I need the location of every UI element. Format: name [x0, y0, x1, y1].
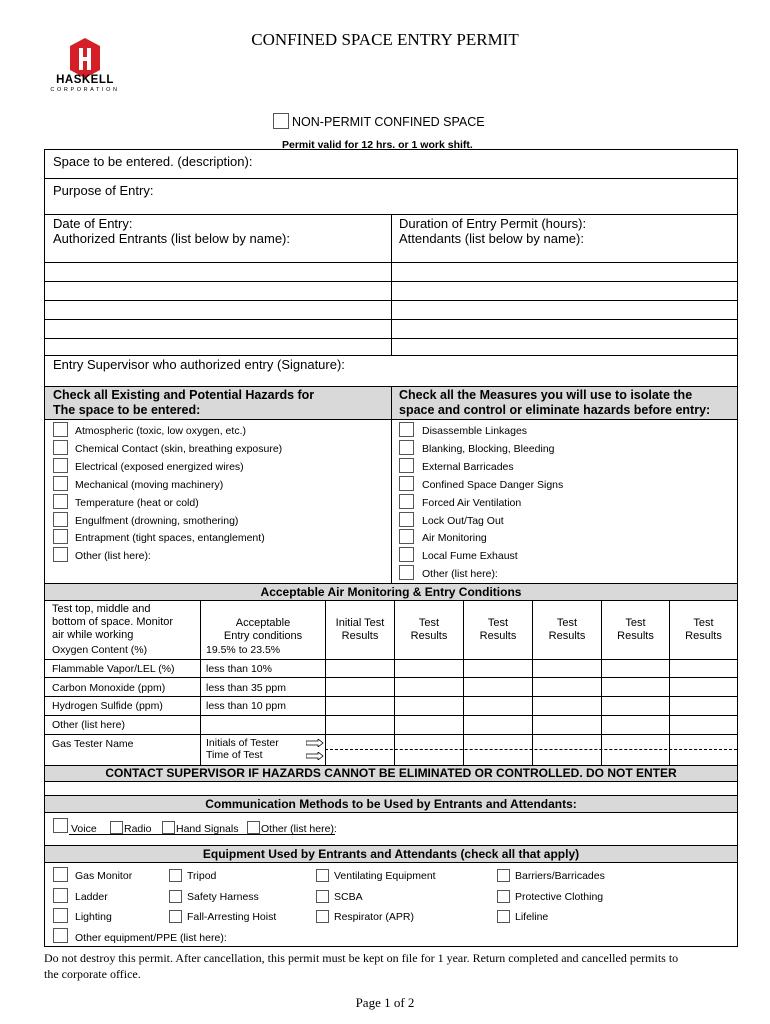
attendants-label: Attendants (list below by name): — [399, 231, 584, 246]
date-label: Date of Entry: — [53, 216, 133, 231]
air-cond-h2s: less than 10 ppm — [206, 700, 286, 712]
non-permit-label: NON-PERMIT CONFINED SPACE — [292, 115, 485, 129]
equip-checkbox-scba[interactable] — [316, 890, 329, 903]
non-permit-checkbox[interactable] — [273, 113, 289, 129]
air-cond-lel: less than 10% — [206, 663, 272, 675]
measure-checkbox-lockout[interactable] — [399, 512, 414, 527]
attendants-list[interactable] — [392, 263, 737, 355]
air-col-header-acceptable: Acceptable Entry conditions — [223, 617, 303, 642]
measure-checkbox-danger-signs[interactable] — [399, 476, 414, 491]
haskell-logo — [44, 36, 126, 96]
hazard-label: Temperature (heat or cold) — [75, 497, 199, 509]
hazard-checkbox-mechanical[interactable] — [53, 476, 68, 491]
hazard-label: Mechanical (moving machinery) — [75, 479, 224, 491]
air-cond-oxygen: 19.5% to 23.5% — [206, 644, 281, 656]
hazard-checkbox-other[interactable] — [53, 547, 68, 562]
equip-checkbox-protective-clothing[interactable] — [497, 890, 510, 903]
air-cond-co: less than 35 ppm — [206, 682, 286, 694]
equip-label: Ventilating Equipment — [334, 870, 436, 882]
hazard-checkbox-entrapment[interactable] — [53, 529, 68, 544]
page-number: Page 1 of 2 — [355, 995, 415, 1010]
tester-initials-time-labels: Initials of Tester Time of Test — [206, 737, 279, 761]
hazard-checkbox-chemical[interactable] — [53, 440, 68, 455]
measure-label: Confined Space Danger Signs — [422, 479, 564, 491]
equip-checkbox-safety-harness[interactable] — [169, 890, 182, 903]
hazard-label: Chemical Contact (skin, breathing exposure) — [75, 443, 283, 455]
measure-label: Lock Out/Tag Out — [422, 515, 504, 527]
equip-checkbox-ladder[interactable] — [53, 888, 68, 903]
air-row-oxygen: Oxygen Content (%) — [52, 644, 148, 656]
equip-label: Safety Harness — [187, 891, 259, 903]
air-col-header-test-3: Test Results — [548, 617, 586, 642]
hazard-label: Engulfment (drowning, smothering) — [75, 515, 239, 527]
warning-text: CONTACT SUPERVISOR IF HAZARDS CANNOT BE ELIMINATED OR CONTROLLED. DO NOT ENTER — [105, 766, 677, 780]
equipment-title: Equipment Used by Entrants and Attendants (check all that apply) — [202, 847, 580, 861]
air-col-header-test: Test top, middle and bottom of space. Monitor air while working — [52, 603, 174, 641]
equip-checkbox-lighting[interactable] — [53, 908, 68, 923]
measure-checkbox-linkages[interactable] — [399, 422, 414, 437]
measure-label: Other (list here): — [422, 568, 498, 580]
comm-label-voice: Voice — [71, 823, 97, 835]
arrow-right-icon — [306, 752, 324, 760]
duration-label: Duration of Entry Permit (hours): — [399, 216, 587, 231]
logo-name: HASKELL — [56, 74, 114, 86]
air-col-header-initial: Initial Test Results — [335, 617, 385, 642]
equip-checkbox-ventilating[interactable] — [316, 869, 329, 882]
equip-label: SCBA — [334, 891, 363, 903]
air-col-header-test-5: Test Results — [685, 617, 722, 642]
measure-label: Disassemble Linkages — [422, 425, 528, 437]
comm-checkbox-other[interactable] — [247, 821, 260, 834]
measure-checkbox-barricades[interactable] — [399, 458, 414, 473]
entrants-label: Authorized Entrants (list below by name): — [53, 231, 290, 246]
measures-header: Check all the Measures you will use to isolate the space and control or eliminate hazards before entry: — [399, 388, 711, 417]
page-title: CONFINED SPACE ENTRY PERMIT — [251, 30, 519, 49]
equip-checkbox-gas-monitor[interactable] — [53, 867, 68, 882]
hazard-label: Atmospheric (toxic, low oxygen, etc.) — [75, 425, 246, 437]
air-col-header-test-1: Test Results — [410, 617, 448, 642]
equip-label: Lifeline — [515, 911, 549, 923]
equip-label: Barriers/Barricades — [515, 870, 605, 882]
measure-checkbox-other[interactable] — [399, 565, 414, 580]
air-row-other: Other (list here) — [52, 719, 125, 731]
gas-tester-label: Gas Tester Name — [52, 738, 134, 750]
entrants-list[interactable] — [45, 263, 390, 355]
arrow-right-icon — [306, 739, 324, 747]
hazard-label: Entrapment (tight spaces, entanglement) — [75, 532, 265, 544]
communication-title: Communication Methods to be Used by Entrants and Attendants: — [205, 797, 577, 811]
air-col-header-test-2: Test Results — [479, 617, 517, 642]
permit-valid-note: Permit valid for 12 hrs. or 1 work shift. — [282, 139, 473, 151]
equip-label: Tripod — [187, 870, 217, 882]
equip-label-other: Other equipment/PPE (list here): — [75, 932, 227, 944]
hazards-header: Check all Existing and Potential Hazards for The space to be entered: — [53, 388, 315, 417]
equip-label: Fall-Arresting Hoist — [187, 911, 277, 923]
comm-checkbox-voice[interactable] — [53, 818, 68, 833]
equip-checkbox-tripod[interactable] — [169, 869, 182, 882]
comm-label-hand-signals: Hand Signals — [176, 823, 239, 835]
space-description-label: Space to be entered. (description): — [53, 154, 253, 169]
air-row-co: Carbon Monoxide (ppm) — [52, 682, 166, 694]
measure-label: External Barricades — [422, 461, 514, 473]
hazard-checkbox-electrical[interactable] — [53, 458, 68, 473]
measure-checkbox-ventilation[interactable] — [399, 494, 414, 509]
hazard-label: Other (list here): — [75, 550, 151, 562]
logo-subtitle: CORPORATION — [50, 87, 120, 93]
hazard-label: Electrical (exposed energized wires) — [75, 461, 244, 473]
equip-label: Ladder — [75, 891, 108, 903]
equip-checkbox-barriers[interactable] — [497, 869, 510, 882]
air-col-header-test-4: Test Results — [617, 617, 654, 642]
measure-label: Blanking, Blocking, Bleeding — [422, 443, 555, 455]
equip-label: Respirator (APR) — [334, 911, 414, 923]
equip-checkbox-respirator[interactable] — [316, 910, 329, 923]
equip-label: Protective Clothing — [515, 891, 604, 903]
purpose-label: Purpose of Entry: — [53, 183, 154, 198]
measure-label: Air Monitoring — [422, 532, 487, 544]
equip-label: Gas Monitor — [75, 870, 133, 882]
measure-label: Local Fume Exhaust — [422, 550, 518, 562]
hazard-checkbox-atmospheric[interactable] — [53, 422, 68, 437]
measure-label: Forced Air Ventilation — [422, 497, 522, 509]
air-monitoring-title: Acceptable Air Monitoring & Entry Conditions — [260, 585, 522, 599]
measure-checkbox-air-monitoring[interactable] — [399, 529, 414, 544]
equip-checkbox-fall-hoist[interactable] — [169, 910, 182, 923]
equip-checkbox-other[interactable] — [53, 928, 68, 943]
equip-checkbox-lifeline[interactable] — [497, 910, 510, 923]
measure-checkbox-blanking[interactable] — [399, 440, 414, 455]
comm-label-radio: Radio — [124, 823, 152, 835]
retention-note: Do not destroy this permit. After cancellation, this permit must be kept on file for 1 year. Return completed and cancelled permits to the corporate office. — [44, 951, 679, 981]
equip-label: Lighting — [75, 911, 112, 923]
supervisor-label: Entry Supervisor who authorized entry (Signature): — [53, 357, 345, 372]
comm-checkbox-radio[interactable] — [110, 821, 123, 834]
air-row-h2s: Hydrogen Sulfide (ppm) — [52, 700, 163, 712]
comm-checkbox-hand-signals[interactable] — [162, 821, 175, 834]
hazard-checkbox-temperature[interactable] — [53, 494, 68, 509]
comm-label-other: Other (list here): — [261, 823, 337, 835]
hazard-checkbox-engulfment[interactable] — [53, 512, 68, 527]
measure-checkbox-fume-exhaust[interactable] — [399, 547, 414, 562]
air-row-lel: Flammable Vapor/LEL (%) — [52, 663, 175, 675]
